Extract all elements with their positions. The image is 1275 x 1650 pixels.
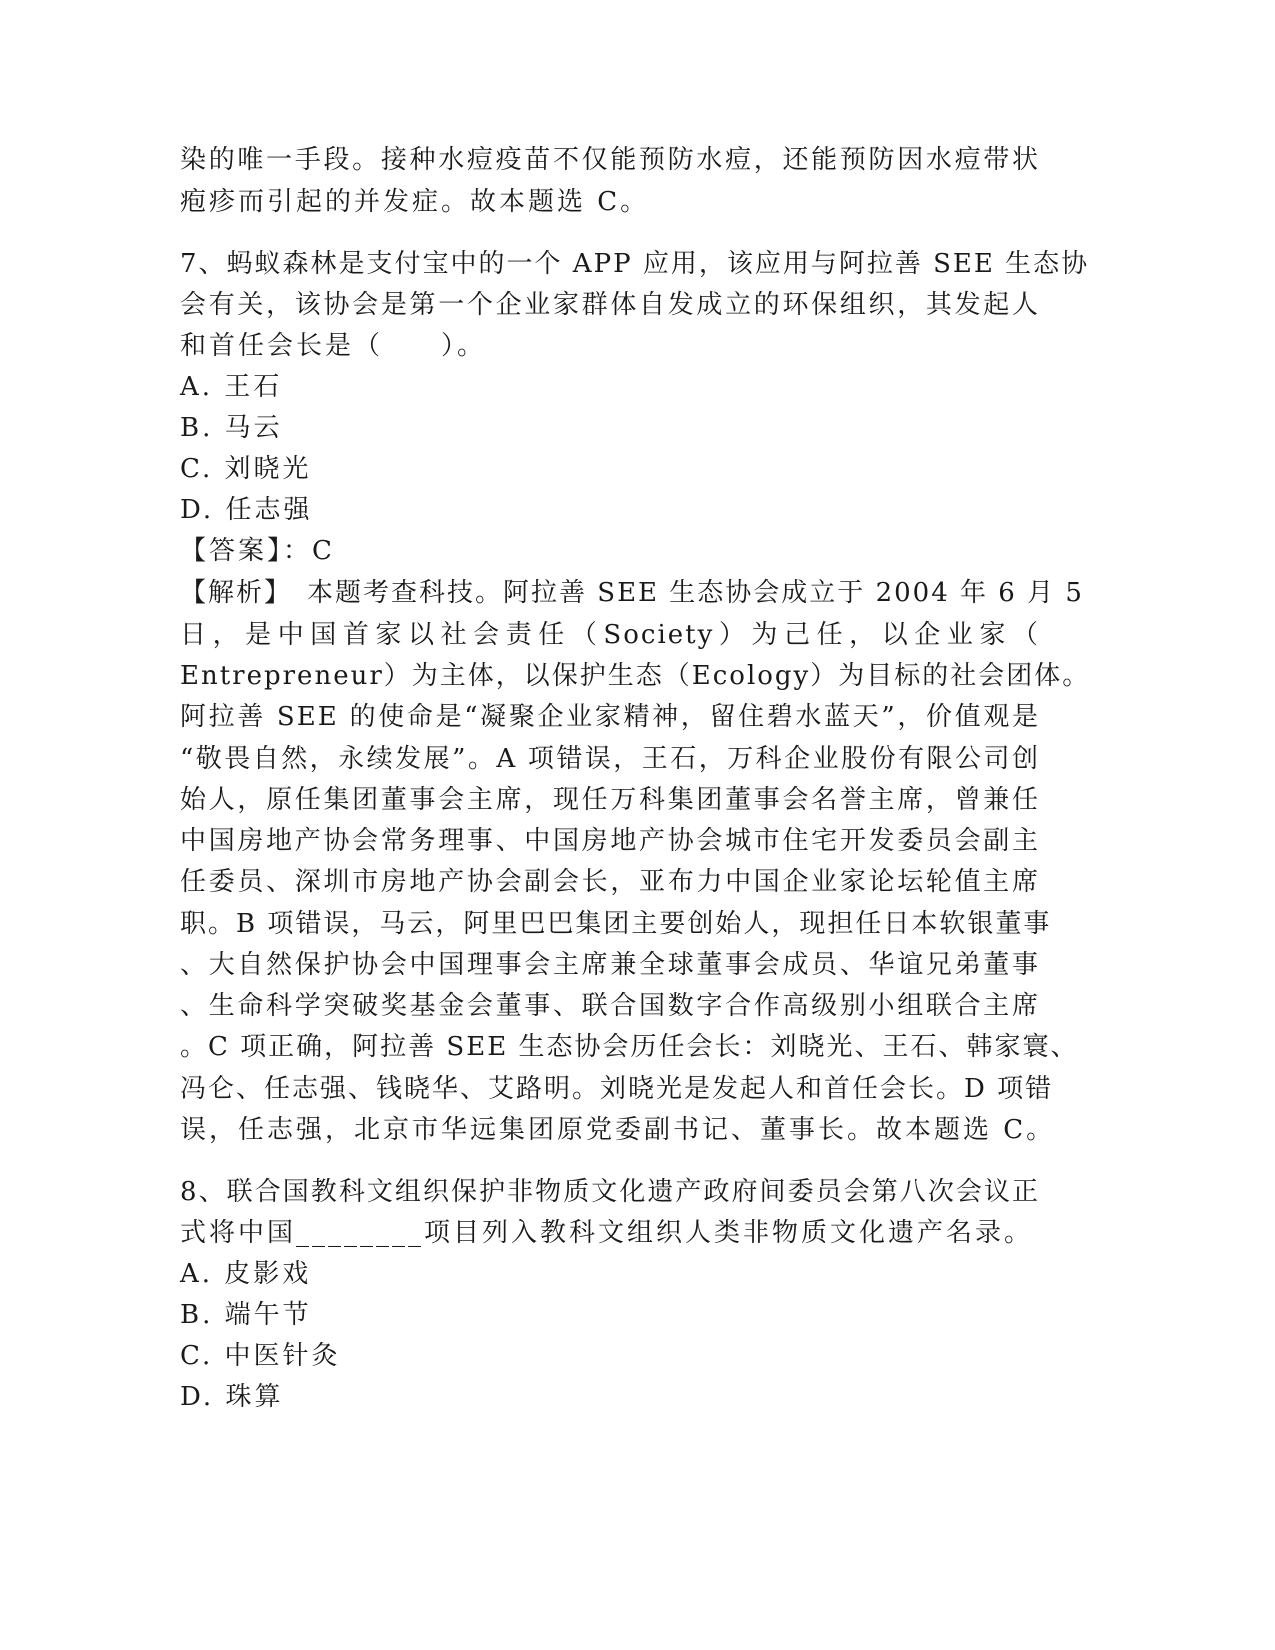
continuation-line: 疱疹而引起的并发症。故本题选 C。 xyxy=(180,187,650,217)
question-7-answer: 【答案】：C xyxy=(180,536,335,566)
question-8-option-d: D. 珠算 xyxy=(180,1382,284,1412)
question-7-analysis-line: 、大自然保护协会中国理事会主席兼全球董事会成员、华谊兄弟董事 xyxy=(180,950,1040,980)
question-7-option-a: A. 王石 xyxy=(180,372,283,402)
question-7-analysis-line: “敬畏自然，永续发展”。A 项错误，王石，万科企业股份有限公司创 xyxy=(180,744,1040,774)
question-7-analysis-line: 职。B 项错误，马云，阿里巴巴集团主要创始人，现担任日本软银董事 xyxy=(180,909,1052,939)
question-8-option-a: A. 皮影戏 xyxy=(180,1259,312,1289)
question-7-analysis-line: 冯仑、任志强、钱晓华、艾路明。刘晓光是发起人和首任会长。D 项错 xyxy=(180,1074,1054,1104)
question-7-option-b: B. 马云 xyxy=(180,413,283,443)
question-8-option-c: C. 中医针灸 xyxy=(180,1341,341,1371)
continuation-line: 染的唯一手段。接种水痘疫苗不仅能预防水痘，还能预防因水痘带状 xyxy=(180,145,1040,175)
question-7-analysis-line: 。C 项正确，阿拉善 SEE 生态协会历任会长：刘晓光、王石、韩家寰、 xyxy=(180,1032,1079,1062)
question-7-analysis-line: 中国房地产协会常务理事、中国房地产协会城市住宅开发委员会副主 xyxy=(180,826,1040,856)
question-7-analysis-line: Entrepreneur）为主体，以保护生态（Ecology）为目标的社会团体。 xyxy=(180,661,1091,691)
question-7-analysis-line: 任委员、深圳市房地产协会副会长，亚布力中国企业家论坛轮值主席 xyxy=(180,867,1040,897)
question-8-stem: 式将中国________项目列入教科文组织人类非物质文化遗产名录。 xyxy=(180,1218,1034,1248)
question-7-analysis-line: 阿拉善 SEE 的使命是“凝聚企业家精神，留住碧水蓝天”，价值观是 xyxy=(180,702,1040,732)
question-7-option-d: D. 任志强 xyxy=(180,495,313,525)
question-7-analysis-line: 日，是中国首家以社会责任（Society）为己任，以企业家（ xyxy=(180,620,1040,650)
question-7-analysis-line: 始人，原任集团董事会主席，现任万科集团董事会名誉主席，曾兼任 xyxy=(180,785,1040,815)
question-7-stem: 会有关，该协会是第一个企业家群体自发成立的环保组织，其发起人 xyxy=(180,290,1040,320)
question-7-stem: 7、蚂蚁森林是支付宝中的一个 APP 应用，该应用与阿拉善 SEE 生态协 xyxy=(180,249,1090,279)
question-7-analysis-line: 、生命科学突破奖基金会董事、联合国数字合作高级别小组联合主席 xyxy=(180,991,1040,1021)
question-8-option-b: B. 端午节 xyxy=(180,1300,312,1330)
question-7-stem: 和首任会长是（ ）。 xyxy=(180,331,487,361)
question-7-analysis-line: 误，任志强，北京市华远集团原党委副书记、董事长。故本题选 C。 xyxy=(180,1115,1056,1145)
question-8-stem: 8、联合国教科文组织保护非物质文化遗产政府间委员会第八次会议正 xyxy=(180,1177,1040,1207)
question-7-option-c: C. 刘晓光 xyxy=(180,454,312,484)
question-7-analysis-line: 【解析】 本题考查科技。阿拉善 SEE 生态协会成立于 2004 年 6 月 5 xyxy=(180,578,1084,608)
